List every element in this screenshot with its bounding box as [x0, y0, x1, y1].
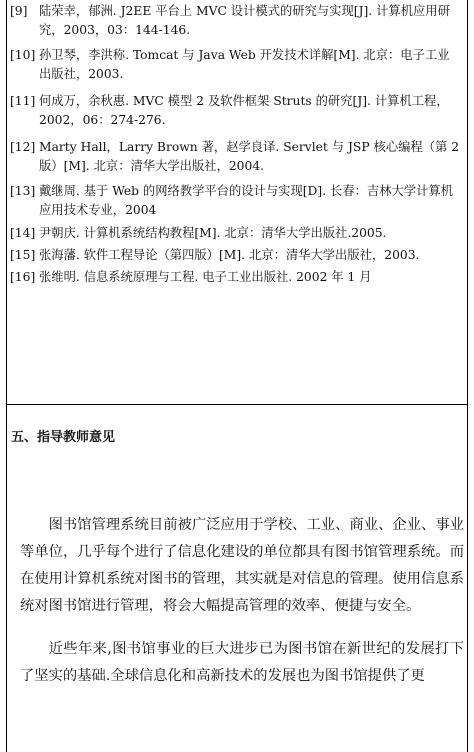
reference-item — [10, 92, 460, 129]
reference-list — [10, 2, 460, 287]
section-heading: 五、指导教师意见 — [11, 430, 116, 445]
reference-text: 孙卫琴，李洪称. Tomcat 与 Java Web 开发技术详解[M]. 北京：电子工业出版社，2003. — [39, 48, 450, 81]
reference-text: 尹朝庆. 计算机系统结构教程[M]. 北京：清华大学出版社.2005. — [39, 226, 387, 240]
reference-number: [12] — [10, 140, 36, 154]
reference-number: [14] — [10, 226, 36, 240]
opinion-paragraph: 图书馆管理系统目前被广泛应用于学校、工业、商业、企业、事业等单位，几乎每个进行了信息化建设的单位都具有图书馆管理系统。而在使用计算机系统对图书的管理，其实就是对信息的管理。使用信息系统对图书馆进行管理，将会大幅提高管理的效率、便捷与安全。 — [20, 517, 464, 614]
table-row-divider — [6, 404, 468, 405]
advisor-opinion — [20, 512, 464, 690]
reference-text: 何成万，余秋惠. MVC 模型 2 及软件框架 Struts 的研究[J]. 计算机工程，2002，06：274-276. — [39, 94, 449, 127]
reference-number: [15] — [10, 247, 36, 262]
reference-item — [10, 224, 460, 243]
reference-text: 戴继周. 基于 Web 的网络教学平台的设计与实现[D]. 长春：吉林大学计算机应用技术专业，2004 — [39, 184, 454, 217]
reference-number: [16] — [10, 270, 36, 284]
reference-number: [9] — [10, 4, 28, 18]
reference-item — [10, 2, 460, 39]
reference-text: 张维明. 信息系统原理与工程. 电子工业出版社. 2002 年 1 月 — [39, 270, 372, 284]
reference-text: 张海藩. 软件工程导论（第四版）[M]. 北京：清华大学出版社，2003. — [39, 247, 420, 262]
reference-item — [10, 46, 460, 83]
reference-item — [10, 138, 460, 175]
reference-text: 陆荣幸，郁洲. J2EE 平台上 MVC 设计模式的研究与实现[J]. 计算机应用研究，2003，03：144-146. — [39, 4, 450, 37]
reference-text: Marty Hall，Larry Brown 著，赵学良译. Servlet 与 JSP 核心编程（第 2 版）[M]. 北京：清华大学出版社，2004. — [39, 140, 460, 173]
reference-item — [10, 246, 460, 265]
reference-number: [13] — [10, 184, 36, 198]
reference-item — [10, 268, 460, 287]
reference-number: [10] — [10, 48, 36, 62]
reference-item — [10, 182, 460, 219]
opinion-paragraph: 近些年来,图书馆事业的巨大进步已为图书馆在新世纪的发展打下了坚实的基础.全球信息化和高新技术的发展也为图书馆提供了更 — [20, 641, 464, 684]
reference-number: [11] — [10, 94, 36, 108]
